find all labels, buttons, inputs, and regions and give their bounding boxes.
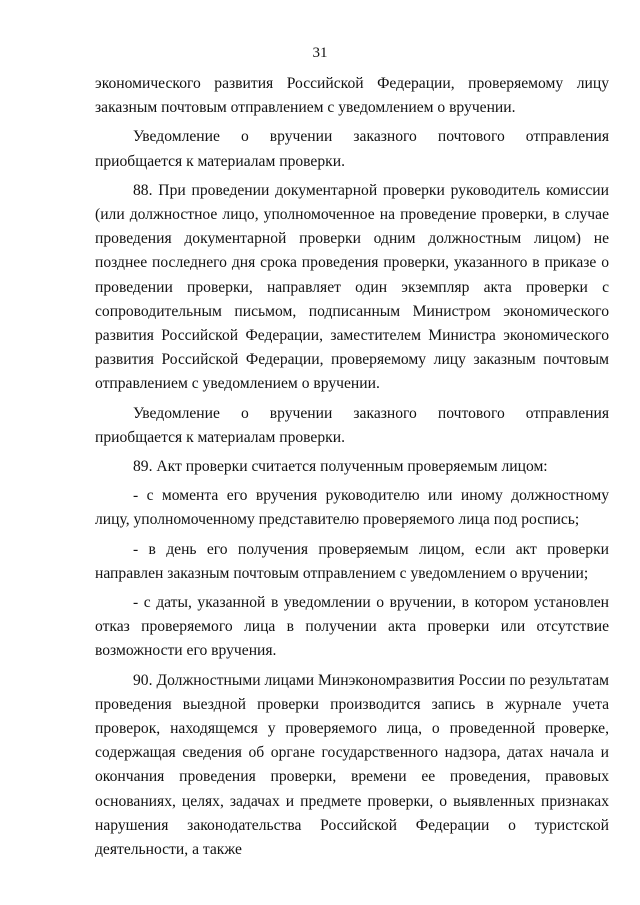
list-item-delivery: - с момента его вручения руководителю или иному должностному лицу, уполномоченному представителю проверяемого лица под роспись; [95,487,609,529]
paragraph-89: 89. Акт проверки считается полученным проверяемым лицом: [133,458,548,476]
paragraph-88: 88. При проведении документарной проверки руководитель комиссии (или должностное лицо, уполномоченное на проведение проверки, в случае проведения документарной проверки одним должностным лицом) не позднее последнего дня срока проведения проверки, указанного в приказе о проведении проверки, направляет один экземпляр акта проверки с сопроводительным письмом, подписанным Министром экономического развития Российской Федерации, заместителем Министра экономического развития Российской Федерации, проверяемому лицу заказным почтовым отправлением с уведомлением о вручении. [95,181,609,393]
paragraph-continuation: экономического развития Российской Федерации, проверяемому лицу заказным почтовым отправлением с уведомлением о вручении. [95,75,609,117]
list-item-receipt: - в день его получения проверяемым лицом, если акт проверки направлен заказным почтовым отправлением с уведомлением о вручении; [95,540,609,582]
paragraph-notice-2: Уведомление о вручении заказного почтового отправления приобщается к материалам проверки. [95,404,609,446]
list-item-refusal: - с даты, указанной в уведомлении о вручении, в котором установлен отказ проверяемого лица в получении акта проверки или отсутствие возможности его вручения. [95,594,609,660]
document-body [95,72,609,867]
page-number: 31 [312,45,328,61]
paragraph-notice-1: Уведомление о вручении заказного почтового отправления приобщается к материалам проверки. [95,128,609,170]
paragraph-90: 90. Должностными лицами Минэкономразвития России по результатам проведения выездной проверки производится запись в журнале учета проверок, находящемся у проверяемого лица, о проведенной проверке, содержащая сведения об органе государственного надзора, датах начала и окончания проведения проверки, времени ее проведения, правовых основаниях, целях, задачах и предмете проверки, о выявленных признаках нарушения законодательства Российской Федерации о туристской деятельности, а также [95,671,609,859]
